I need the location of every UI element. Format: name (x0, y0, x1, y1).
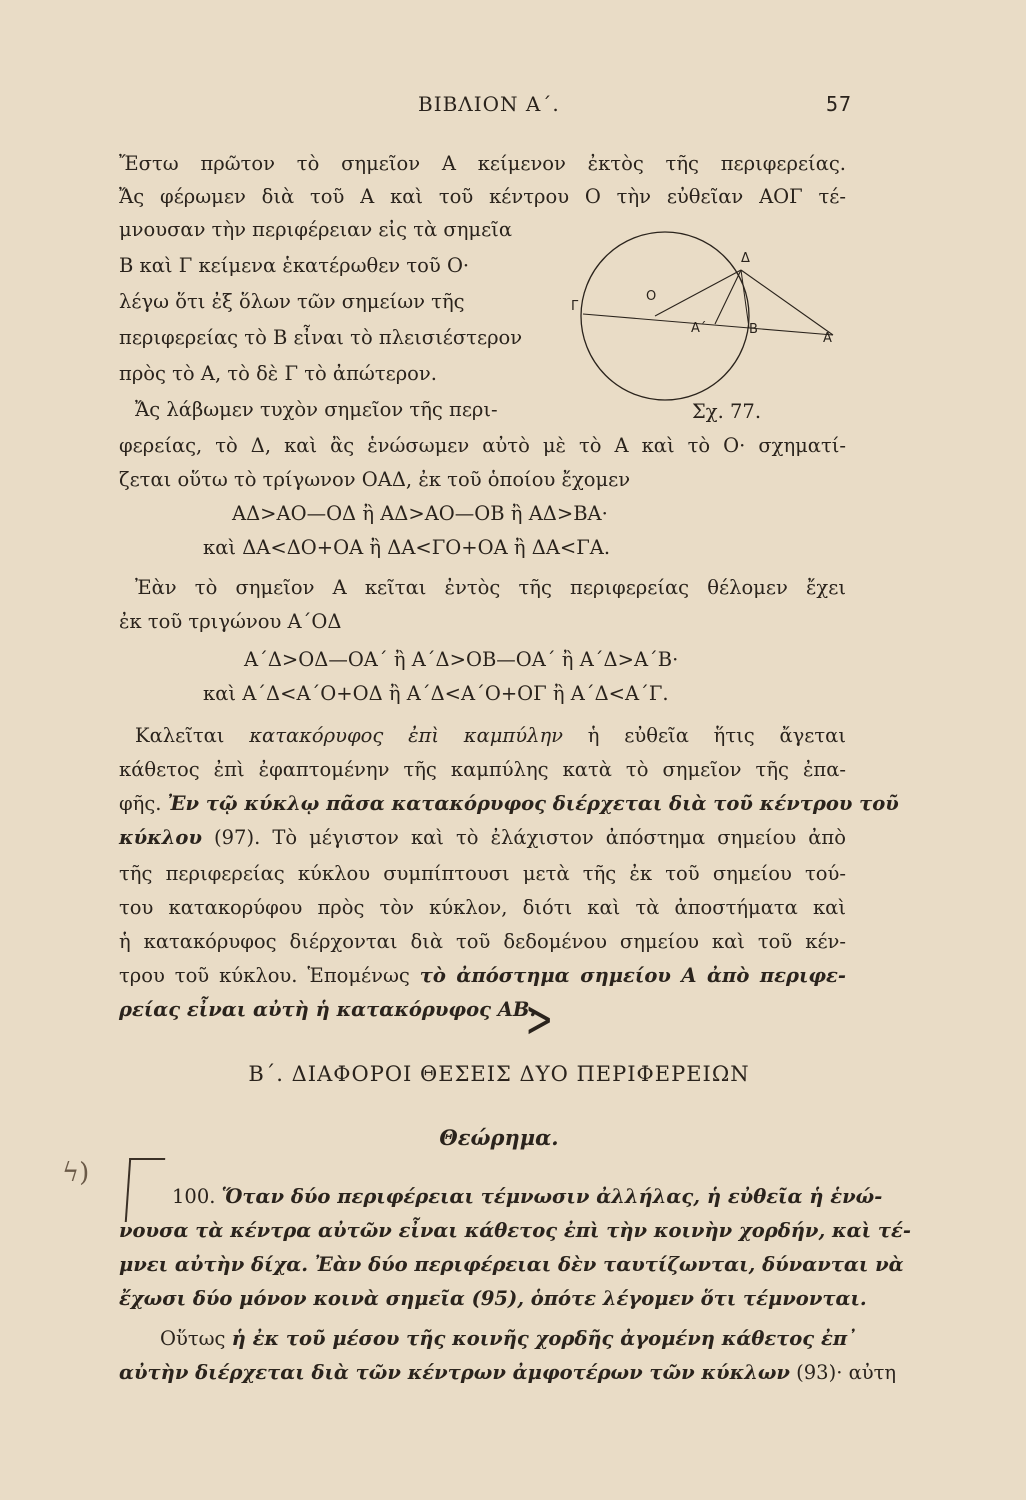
text-line: Ἄς λάβωμεν τυχὸν σημεῖον τῆς περι- (135, 398, 498, 421)
text-line: τρου τοῦ κύκλου. Ἑπομένως τὸ ἀπόστημα σημείου Α ἀπὸ περιφε- (119, 964, 846, 987)
line-AOG (583, 314, 833, 335)
text-line: περιφερείας τὸ Β εἶναι τὸ πλεισιέστερον (119, 326, 523, 349)
text-line: μνει αὐτὴν δίχα. Ἐὰν δύο περιφέρειαι δὲν ταυτίζωνται, δύνανται νὰ (119, 1253, 904, 1276)
text-line: κάθετος ἐπὶ ἐφαπτομένην τῆς καμπύλης κατὰ τὸ σημεῖον τῆς ἐπα- (119, 758, 846, 781)
formula-line: καὶ Α΄Δ<Α΄Ο+ΟΔ ἢ Α΄Δ<Α΄Ο+ΟΓ ἢ Α΄Δ<Α΄Γ. (203, 682, 669, 705)
theorem-heading: Θεώρημα. (439, 1125, 559, 1150)
formula-line: ΑΔ>ΑΟ—ΟΔ ἢ ΑΔ>ΑΟ—ΟΒ ἢ ΑΔ>ΒΑ· (232, 502, 608, 525)
figure-caption: Σχ. 77. (692, 400, 762, 423)
text-line: φῆς. Ἐν τῷ κύκλῳ πᾶσα κατακόρυφος διέρχεται διὰ τοῦ κέντρου τοῦ (119, 792, 899, 815)
label-A1: Α΄ (691, 321, 707, 336)
text-line: νουσα τὰ κέντρα αὐτῶν εἶναι κάθετος ἐπὶ τὴν κοινὴν χορδήν, καὶ τέ- (119, 1219, 911, 1242)
running-header: ΒΙΒΛΙΟΝ Α΄. (418, 92, 560, 116)
text-line: πρὸς τὸ Α, τὸ δὲ Γ τὸ ἀπώτερον. (119, 362, 437, 385)
text-line: Ἔστω πρῶτον τὸ σημεῖον Α κείμενον ἐκτὸς τῆς περιφερείας. (119, 152, 846, 175)
line-DA1 (715, 270, 741, 324)
line-OD (655, 270, 741, 316)
text-line: Ἄς φέρωμεν διὰ τοῦ Α καὶ τοῦ κέντρου Ο τὴν εὐθεῖαν ΑΟΓ τέ- (119, 185, 846, 208)
text-line: Ἐὰν τὸ σημεῖον Α κεῖται ἐντὸς τῆς περιφερείας θέλομεν ἔχει (135, 576, 846, 599)
text-line: 100. Ὅταν δύο περιφέρειαι τέμνωσιν ἀλλήλας, ἡ εὐθεῖα ἡ ἑνώ- (172, 1185, 883, 1208)
label-A: A (823, 331, 832, 346)
text-line: τῆς περιφερείας κύκλου συμπίπτουσι μετὰ τῆς ἐκ τοῦ σημείου τού- (119, 862, 846, 885)
label-O: O (646, 289, 657, 304)
text-line: Καλεῖται κατακόρυφος ἐπὶ καμπύλην ἡ εὐθεῖα ἥτις ἄγεται (135, 724, 846, 747)
formula-line: Α΄Δ>ΟΔ—ΟΑ΄ ἢ Α΄Δ>ΟΒ—ΟΑ΄ ἢ Α΄Δ>Α΄Β· (244, 648, 679, 671)
handwritten-mark: > (525, 990, 554, 1050)
text-line: κύκλου (97). Τὸ μέγιστον καὶ τὸ ἐλάχιστον ἀπόστημα σημείου ἀπὸ (119, 826, 846, 849)
text-line: ζεται οὕτω τὸ τρίγωνον ΟΑΔ, ἐκ τοῦ ὁποίου ἔχομεν (119, 468, 631, 491)
text-line: μνουσαν τὴν περιφέρειαν εἰς τὰ σημεῖα (119, 218, 512, 241)
text-line: ἔχωσι δύο μόνον κοινὰ σημεῖα (95), ὁπότε λέγομεν ὅτι τέμνονται. (119, 1287, 867, 1310)
text-line: ἡ κατακόρυφος διέρχονται διὰ τοῦ δεδομένου σημείου καὶ τοῦ κέν- (119, 930, 846, 953)
label-D: Δ (741, 251, 750, 266)
text-line: Οὕτως ἡ ἐκ τοῦ μέσου τῆς κοινῆς χορδῆς ἀγομένη κάθετος ἐπ᾿ (160, 1327, 857, 1350)
page-number: 57 (826, 92, 853, 116)
text-line: του κατακορύφου πρὸς τὸν κύκλον, διότι καὶ τὰ ἀποστήματα καὶ (119, 896, 846, 919)
handwritten-bracket (125, 1158, 165, 1222)
text-line: φερείας, τὸ Δ, καὶ ἂς ἑνώσωμεν αὐτὸ μὲ τὸ Α καὶ τὸ Ο· σχηματί- (119, 434, 846, 457)
formula-line: καὶ ΔΑ<ΔΟ+ΟΑ ἢ ΔΑ<ΓΟ+ΟΑ ἢ ΔΑ<ΓΑ. (203, 536, 611, 559)
text-line: ρείας εἶναι αὐτὴ ἡ κατακόρυφος ΑΒ. (119, 998, 537, 1021)
text-line: αὐτὴν διέρχεται διὰ τῶν κέντρων ἀμφοτέρων τῶν κύκλων (93)· αὐτη (119, 1361, 897, 1384)
label-G: Γ (571, 299, 579, 314)
margin-annotation: ϟ) (62, 1158, 90, 1188)
text-line: λέγω ὅτι ἐξ ὅλων τῶν σημείων τῆς (119, 290, 465, 313)
label-B: B (749, 322, 758, 337)
section-title: Β΄. ΔΙΑΦΟΡΟΙ ΘΕΣΕΙΣ ΔΥΟ ΠΕΡΙΦΕΡΕΙΩΝ (248, 1062, 750, 1086)
text-line: ἐκ τοῦ τριγώνου Α΄ΟΔ (119, 610, 342, 633)
text-line: Β καὶ Γ κείμενα ἑκατέρωθεν τοῦ Ο· (119, 254, 470, 277)
